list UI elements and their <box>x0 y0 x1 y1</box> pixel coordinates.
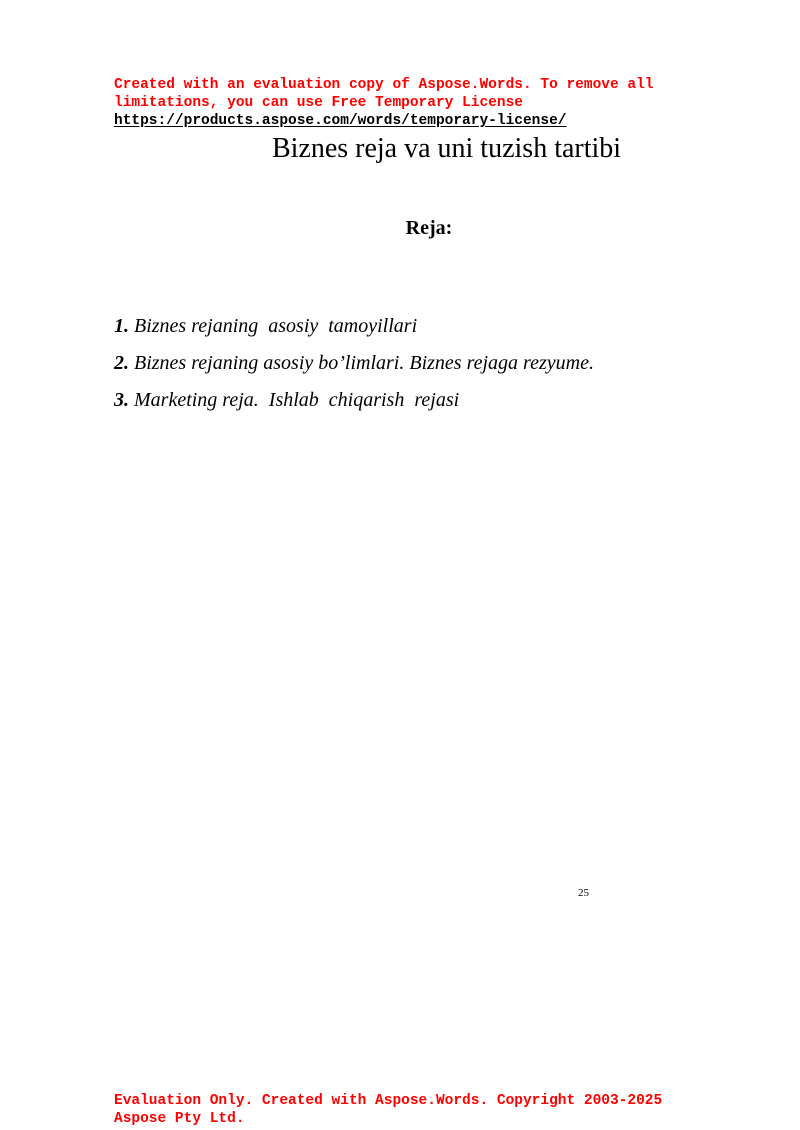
plan-item <box>114 386 594 423</box>
plan-item-text: Biznes rejaning asosiy bo’limlari. Biznes rejaga rezyume. <box>129 352 594 374</box>
plan-item-number: 2. <box>114 352 129 374</box>
plan-item-text: Marketing reja. Ishlab chiqarish rejasi <box>129 389 460 411</box>
plan-item <box>114 349 594 386</box>
plan-item-text: Biznes rejaning asosiy tamoyillari <box>129 315 418 337</box>
evaluation-notice <box>114 76 754 130</box>
plan-item-number: 1. <box>114 315 129 337</box>
page-number: 25 <box>578 887 589 899</box>
evaluation-notice-line-2: limitations, you can use Free Temporary License <box>114 95 523 111</box>
evaluation-notice-line-1: Created with an evaluation copy of Aspose.Words. To remove all <box>114 77 654 93</box>
evaluation-footer-line-1: Evaluation Only. Created with Aspose.Words. Copyright 2003-2025 <box>114 1093 663 1109</box>
plan-item-number: 3. <box>114 389 129 411</box>
document-title: Biznes reja va uni tuzish tartibi <box>271 133 622 164</box>
evaluation-footer <box>114 1092 774 1128</box>
plan-heading: Reja: <box>405 217 453 239</box>
plan-item <box>114 312 594 349</box>
temporary-license-link[interactable]: https://products.aspose.com/words/temporary-license/ <box>114 113 567 129</box>
evaluation-footer-line-2: Aspose Pty Ltd. <box>114 1111 245 1127</box>
plan-list <box>114 312 594 423</box>
